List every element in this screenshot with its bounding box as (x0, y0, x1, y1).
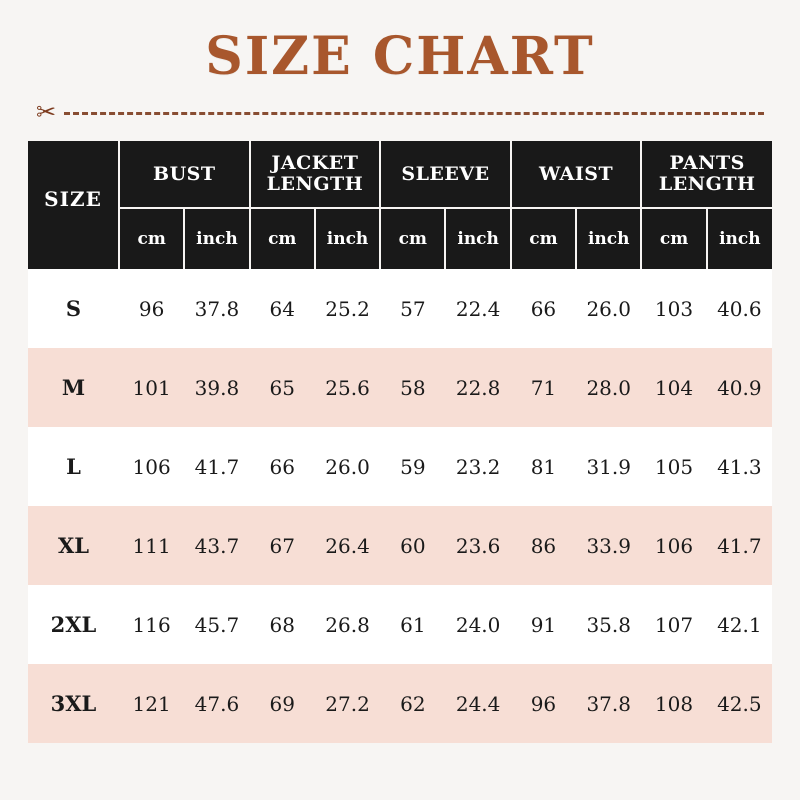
cell-jacket-inch: 26.4 (315, 506, 380, 585)
cell-pants-inch: 42.5 (707, 664, 772, 743)
cell-pants-cm: 106 (641, 506, 706, 585)
cell-bust-inch: 45.7 (184, 585, 249, 664)
cell-jacket-inch: 27.2 (315, 664, 380, 743)
cell-sleeve-inch: 23.2 (445, 427, 510, 506)
cell-sleeve-cm: 58 (380, 348, 445, 427)
cell-jacket-inch: 26.0 (315, 427, 380, 506)
header-unit-pants-inch: inch (707, 208, 772, 269)
header-group-jacket-length: JACKET LENGTH (250, 141, 381, 208)
cell-pants-cm: 108 (641, 664, 706, 743)
header-unit-jacket-inch: inch (315, 208, 380, 269)
table-row (28, 506, 772, 585)
header-unit-sleeve-inch: inch (445, 208, 510, 269)
cell-pants-inch: 41.3 (707, 427, 772, 506)
header-unit-bust-cm: cm (119, 208, 184, 269)
header-group-pants-length: PANTS LENGTH (641, 141, 772, 208)
row-size: 3XL (28, 664, 119, 743)
header-unit-bust-inch: inch (184, 208, 249, 269)
cell-bust-cm: 116 (119, 585, 184, 664)
cell-bust-cm: 96 (119, 269, 184, 348)
cell-waist-cm: 66 (511, 269, 576, 348)
cell-sleeve-cm: 61 (380, 585, 445, 664)
cell-waist-cm: 86 (511, 506, 576, 585)
cell-sleeve-cm: 57 (380, 269, 445, 348)
cell-bust-cm: 101 (119, 348, 184, 427)
row-size: M (28, 348, 119, 427)
table-row (28, 585, 772, 664)
cell-waist-cm: 81 (511, 427, 576, 506)
size-chart-table (28, 141, 772, 743)
cell-bust-inch: 47.6 (184, 664, 249, 743)
cell-waist-inch: 33.9 (576, 506, 641, 585)
header-group-sleeve: SLEEVE (380, 141, 511, 208)
cell-sleeve-inch: 24.0 (445, 585, 510, 664)
cell-pants-cm: 107 (641, 585, 706, 664)
cell-pants-cm: 105 (641, 427, 706, 506)
cell-pants-inch: 40.9 (707, 348, 772, 427)
row-size: 2XL (28, 585, 119, 664)
cut-line (0, 85, 800, 125)
cell-sleeve-inch: 22.4 (445, 269, 510, 348)
cell-sleeve-cm: 62 (380, 664, 445, 743)
cell-jacket-cm: 69 (250, 664, 315, 743)
cell-jacket-cm: 68 (250, 585, 315, 664)
cell-waist-inch: 28.0 (576, 348, 641, 427)
cell-jacket-inch: 26.8 (315, 585, 380, 664)
scissors-icon: ✂ (36, 100, 57, 127)
cell-waist-cm: 91 (511, 585, 576, 664)
cell-bust-inch: 37.8 (184, 269, 249, 348)
cell-pants-inch: 40.6 (707, 269, 772, 348)
cell-sleeve-cm: 60 (380, 506, 445, 585)
cell-bust-cm: 121 (119, 664, 184, 743)
row-size: L (28, 427, 119, 506)
cell-sleeve-inch: 23.6 (445, 506, 510, 585)
cell-sleeve-inch: 24.4 (445, 664, 510, 743)
page-title: SIZE CHART (205, 26, 595, 87)
cell-jacket-cm: 67 (250, 506, 315, 585)
cell-bust-inch: 41.7 (184, 427, 249, 506)
cell-jacket-cm: 66 (250, 427, 315, 506)
cell-pants-inch: 41.7 (707, 506, 772, 585)
cell-pants-inch: 42.1 (707, 585, 772, 664)
cell-waist-cm: 71 (511, 348, 576, 427)
header-unit-sleeve-cm: cm (380, 208, 445, 269)
cell-bust-cm: 111 (119, 506, 184, 585)
size-chart-table-wrap (28, 141, 772, 743)
table-row (28, 664, 772, 743)
table-row (28, 348, 772, 427)
row-size: S (28, 269, 119, 348)
dashed-divider (64, 112, 764, 115)
cell-jacket-cm: 64 (250, 269, 315, 348)
cell-waist-inch: 26.0 (576, 269, 641, 348)
table-header (28, 141, 772, 269)
header-group-row (28, 141, 772, 208)
table-row (28, 427, 772, 506)
row-size: XL (28, 506, 119, 585)
cell-jacket-cm: 65 (250, 348, 315, 427)
cell-sleeve-cm: 59 (380, 427, 445, 506)
header-unit-pants-cm: cm (641, 208, 706, 269)
cell-sleeve-inch: 22.8 (445, 348, 510, 427)
cell-jacket-inch: 25.2 (315, 269, 380, 348)
cell-bust-inch: 43.7 (184, 506, 249, 585)
cell-bust-inch: 39.8 (184, 348, 249, 427)
cell-pants-cm: 104 (641, 348, 706, 427)
cell-bust-cm: 106 (119, 427, 184, 506)
table-body (28, 269, 772, 743)
table-row (28, 269, 772, 348)
cell-waist-inch: 37.8 (576, 664, 641, 743)
header-size: SIZE (28, 141, 119, 269)
header-unit-row (28, 208, 772, 269)
cell-waist-inch: 31.9 (576, 427, 641, 506)
header-unit-waist-cm: cm (511, 208, 576, 269)
cell-waist-cm: 96 (511, 664, 576, 743)
cell-jacket-inch: 25.6 (315, 348, 380, 427)
header-unit-waist-inch: inch (576, 208, 641, 269)
header-group-waist: WAIST (511, 141, 642, 208)
header-group-bust: BUST (119, 141, 250, 208)
cell-waist-inch: 35.8 (576, 585, 641, 664)
cell-pants-cm: 103 (641, 269, 706, 348)
header-unit-jacket-cm: cm (250, 208, 315, 269)
